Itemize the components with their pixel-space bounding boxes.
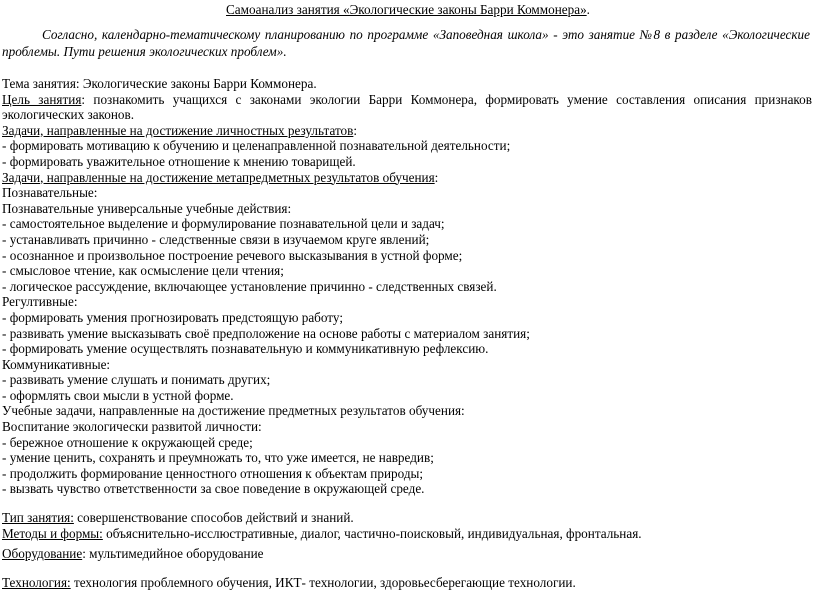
list-item: - осознанное и произвольное построение речевого высказывания в устной форме;: [2, 247, 463, 263]
list-item: - логическое рассуждение, включающее установление причинно - следственных связей.: [2, 278, 497, 294]
meta-heading: [2, 170, 812, 186]
list-item: - смысловое чтение, как осмысление цели чтения;: [2, 263, 284, 279]
methods-label: Методы и формы:: [2, 525, 103, 541]
equipment-text: : мультимедийное оборудование: [82, 546, 264, 562]
meta-heading-colon: :: [434, 169, 439, 185]
lesson-type-label: Тип занятия:: [2, 510, 74, 526]
list-item: - вызвать чувство ответственности за свое поведение в окружающей среде.: [2, 481, 425, 497]
document-title-text: Самоанализ занятия «Экологические законы Барри Коммонера»: [226, 2, 587, 17]
document-title-period: .: [586, 2, 590, 17]
equipment-label: Оборудование: [2, 546, 83, 562]
lesson-topic: Тема занятия: Экологические законы Барри Коммонера.: [2, 76, 317, 91]
list-item: - самостоятельное выделение и формулирование познавательной цели и задач;: [2, 216, 445, 232]
list-item: - формировать мотивацию к обучению и целенаправленной познавательной деятельности;: [2, 138, 511, 154]
methods-text: объяснительно-исслюстративные, диалог, частично-поисковый, индивидуальная, фронтальная.: [102, 525, 642, 541]
list-item: - формировать умения прогнозировать предстоящую работу;: [2, 309, 343, 325]
methods: [2, 526, 812, 542]
lesson-goal: [2, 92, 812, 123]
communicative-label: Коммуникативные:: [2, 356, 111, 372]
document-body: [2, 76, 812, 590]
list-item: - формировать уважительное отношение к мнению товарищей.: [2, 153, 356, 169]
personal-heading-colon: :: [353, 122, 358, 138]
list-item: - бережное отношение к окружающей среде;: [2, 434, 253, 450]
document-title: [0, 1, 816, 18]
lesson-type: [2, 510, 812, 526]
cognitive-subheading: Познавательные универсальные учебные действия:: [2, 200, 292, 216]
list-item: - оформлять свои мысли в устной форме.: [2, 387, 234, 403]
list-item: - развивать умение слушать и понимать других;: [2, 372, 271, 388]
personal-heading: [2, 123, 812, 139]
goal-label: Цель занятия: [2, 91, 82, 107]
meta-heading-text: Задачи, направленные на достижение метапредметных результатов обучения: [2, 169, 435, 185]
subject-heading: Учебные задачи, направленные на достижение предметных результатов обучения:: [2, 403, 465, 419]
lesson-type-text: совершенствование способов действий и знаний.: [73, 510, 354, 526]
list-item: - устанавливать причинно - следственные связи в изучаемом круге явлений;: [2, 231, 430, 247]
technology-text: технология проблемного обучения, ИКТ- технологии, здоровьесберегающие технологии.: [70, 574, 576, 590]
list-item: - формировать умение осуществлять познавательную и коммуникативную рефлексию.: [2, 341, 489, 357]
cognitive-label: Познавательные:: [2, 185, 98, 201]
personal-heading-text: Задачи, направленные на достижение личностных результатов: [2, 122, 354, 138]
list-item: - умение ценить, сохранять и преумножать то, что уже имеется, не навредив;: [2, 450, 434, 466]
subject-subheading: Воспитание экологически развитой личности:: [2, 419, 262, 435]
technology-label: Технология:: [2, 574, 71, 590]
list-item: - развивать умение высказывать своё предположение на основе работы с материалом занятия;: [2, 325, 530, 341]
intro-paragraph: Согласно, календарно-тематическому планированию по программе «Заповедная школа» - это занятие №8 в разделе «Экологические проблемы. Пути решения экологических проблем».: [2, 27, 810, 59]
list-item: - продолжить формирование ценностного отношения к объектам природы;: [2, 465, 424, 481]
equipment: [2, 546, 812, 562]
regulative-label: Регултивные:: [2, 294, 78, 310]
goal-text: : познакомить учащихся с законами экологии Барри Коммонера, формировать умение составления описания признаков экологических законов.: [2, 91, 812, 123]
technology: [2, 575, 812, 590]
